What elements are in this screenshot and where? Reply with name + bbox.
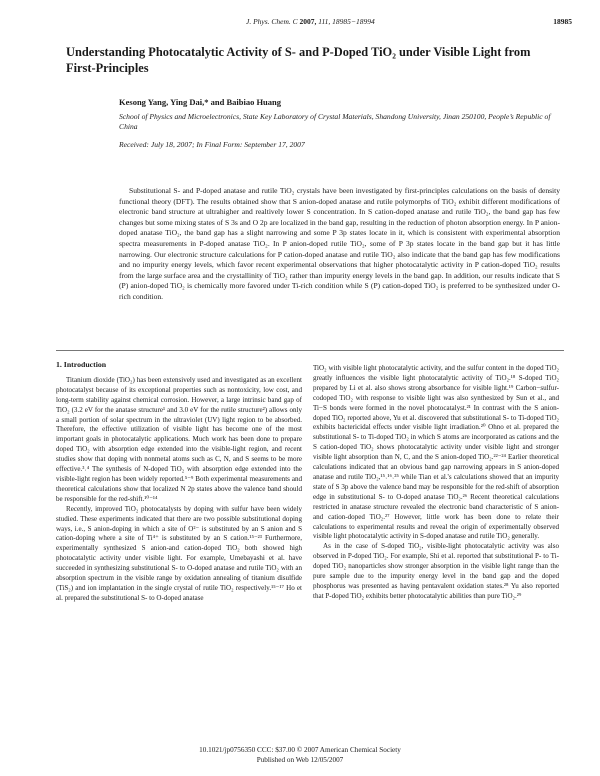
paragraph: Recently, improved TiO₂ photocatalysts by doping with sulfur have been widely studied. These experiments indicated that there are two possible substitutional doping ways, i.e., S anion-doping in which a site of O²⁻ is substituted by an S anion and S cation-doping where a site of Ti⁴⁺ is substituted by an S cation.¹⁵⁻²³ Furthermore, experimentally synthesized S anion-and cation-doped TiO₂ both showed high photocatalytic activity under visible light. For example, Umebayashi et al. have succeeded in synthesizing substitutional S- to O-doped anatase and rutile TiO₂ with an absorption spectrum in the visible range by oxidation annealing of titanium disulfide (TiS₂) and ion implantation in the single crystal of rutile TiO₂ respectively.¹⁵⁻¹⁷ Ho et al. prepared the substitutional S- to O-doped anatase — [56, 504, 302, 602]
right-column — [313, 364, 559, 602]
affiliation: School of Physics and Microelectronics, State Key Laboratory of Crystal Materials, Shandong University, Jinan 250100, People’s Republic of China — [119, 112, 551, 131]
article-title: Understanding Photocatalytic Activity of S- and P-Doped TiO₂ under Visible Light from First-Principles — [66, 45, 531, 75]
left-column — [56, 360, 302, 604]
running-head — [0, 17, 600, 29]
journal-citation — [246, 17, 375, 26]
paragraph: Titanium dioxide (TiO₂) has been extensively used and investigated as an excellent photocatalyst because of its exceptional properties such as nontoxicity, low cost, and long-term stability against chemical corrosion. However, a large intrinsic band gap of TiO₂ (3.2 eV for the anatase structure¹ and 3.0 eV for the rutile structure²) allows only a small portion of solar spectrum in the ultraviolet (UV) light region to be absorbed. Therefore, the effective utilization of visible light has become one of the most important goals in photocatalytic applications. Much work has been done to prepare doped TiO₂ with absorption edge extended into the visible-light region, and recent studies show that doping with nonmetal atoms such as C, N, and S seems to be more effective.³˒⁴ The synthesis of N-doped TiO₂ with absorption edge extended into the visible-light region has been widely reported.⁵⁻⁹ Both experimental measurements and theoretical calculations show that localized N 2p states above the valence band should be responsible for the red-shift.¹⁰⁻¹⁴ — [56, 375, 302, 503]
publication-date: Published on Web 12/05/2007 — [256, 756, 344, 764]
section-heading: 1. Introduction — [56, 360, 107, 369]
paragraph: TiO₂ with visible light photocatalytic activity, and the sulfur content in the doped TiO₂ greatly influences the visible light photocatalytic activity of TiO₂.¹⁸ S-doped TiO₂ prepared by Li et al. also shows strong absorbance for visible light.¹⁹ Carbon−sulfur-codoped TiO₂ with response to visible light was also synthesized by Sun et al., and Ti−S bonds were formed in the novel photocatalyst.²¹ In contrast with the S anion-doped TiO₂ reported above, Yu et al. discovered that substitutional S- to Ti-doped TiO₂ exhibits bactericidal effects under visible light irradiation.²⁰ Ohno et al. prepared the substitutional S- to Ti-doped TiO₂ in which S atoms are incorporated as cations and the S cation-doped TiO₂ shows photocatalytic activity under visible light and stronger visible light absorption than N, C, and the S anion-doped TiO₂.²²⁻²⁴ Earlier theoretical calculations indicated that an obvious band gap narrowing appears in S anion-doped anatase and rutile TiO₂,¹⁵˒¹⁶˒²⁵ while Tian et al.'s calculations showed that an impurity state of S 3p above the valence band may be responsible for the red-shift of absorption edge in substitutional S- to O-doped anatase TiO₂.²⁶ Recent theoretical calculations restricted in anatase structure revealed the electronic band characteristic of S anion- and cation-doped TiO₂.²⁷ However, little work has been done to relate their calculations to experimental results and reveal the origin of experimentally observed visible light photocatalytic activity in S-doped anatase and rutile TiO₂ generally. — [313, 364, 559, 541]
page-number: 18985 — [553, 17, 572, 26]
author-list: Kesong Yang, Ying Dai,* and Baibiao Huang — [119, 97, 282, 107]
paragraph: As in the case of S-doped TiO₂, visible-light photocatalytic activity was also observed in P-doped TiO₂. For example, Shi et al. reported that substitutional P- to Ti-doped TiO₂ nanoparticles show stronger absorption in the visible light range than the pure sample due to the impurity energy level in the band gap and the doped phosphorus was presented as having pentavalent oxidation states.²⁸ Yu also reported that P-doped TiO₂ exhibits better photocatalytic abilities than pure TiO₂.²⁹ — [313, 542, 559, 600]
received-dates: Received: July 18, 2007; In Final Form: September 17, 2007 — [119, 140, 305, 149]
doi-copyright-line: 10.1021/jp0756350 CCC: $37.00 © 2007 American Chemical Society — [199, 746, 401, 754]
page-footer — [0, 745, 600, 765]
journal-volume-pages: 111, 18985−18994 — [318, 17, 375, 26]
journal-name: J. Phys. Chem. C — [246, 17, 298, 26]
journal-year: 2007, — [299, 17, 317, 26]
section-divider — [56, 350, 564, 351]
abstract: Substitutional S- and P-doped anatase and rutile TiO₂ crystals have been investigated by first-principles calculations on the basis of density functional theory (DFT). The results obtained show that S anion-doped anatase and rutile polymorphs of TiO₂ exhibit different modifications of electronic band structure at ultrahigher and realtively lower S concentration. In S cation-doped anatase and rutile TiO₂, the band gap has few changes but some mixing states of S 3s and O 2p are localized in the band gap, resulting in the reduction of photon absorption energy. In P anion-doped anatase TiO₂, the band gap has a slight narrowing and some P 3p states locate in it, which is consistent with experimental absorption spectra measurements in P-doped anatase TiO₂. In P anion-doped rutile TiO₂, some of P 3p states locate in the band gap but it has little narrowing. Our electronic structure calculations for P cation-doped anatase and rutile TiO₂ also indicate that the band gap has few modifications and no impurity energy levels, which favor recent experimental observations that higher photocatalytic activity in P cation-doped TiO₂ results from the large surface area and the crystallinity of TiO₂ rather than impurity energy levels in the band gap. In addition, our results indicate that S (P) anion-doped TiO₂ is chemically more favored under Ti-rich condition while S (P) cation-doped TiO₂ is preferred to be synthesized under O-rich condition. — [119, 186, 560, 301]
